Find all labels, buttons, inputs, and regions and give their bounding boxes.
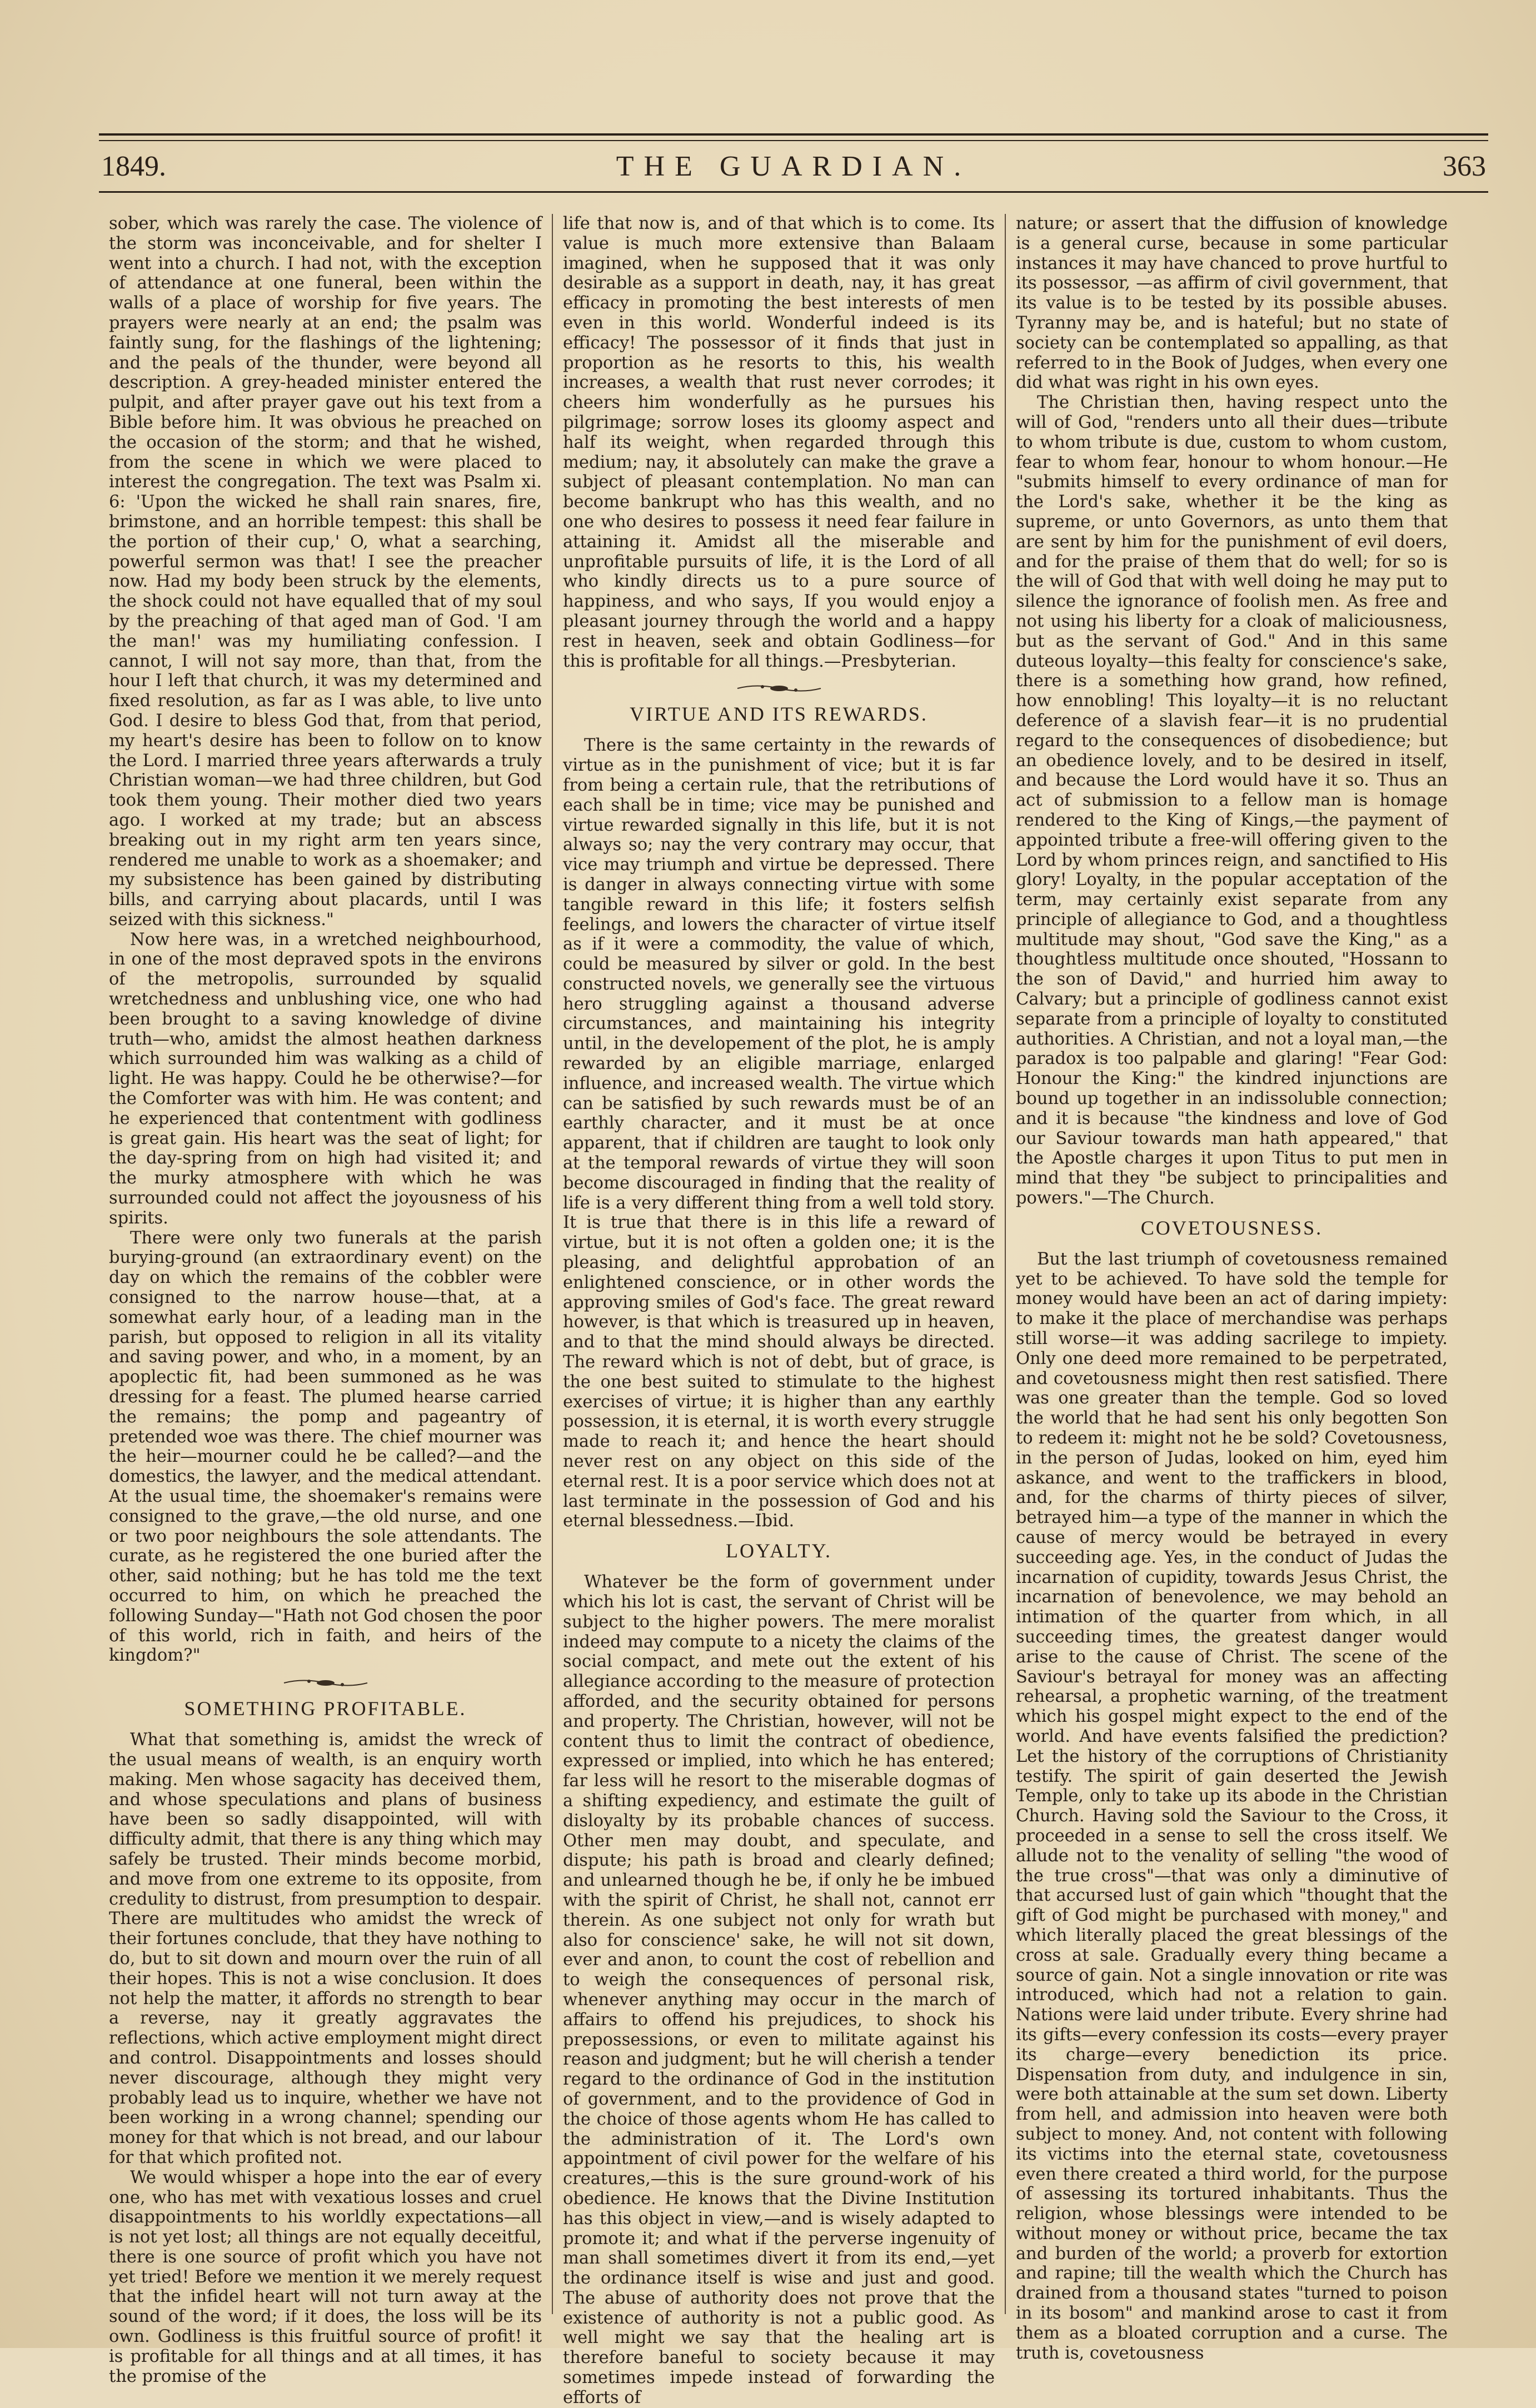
- article-paragraph: There is the same certainty in the rewards of virtue as in the punishment of vice; but it is far from being a certain rule, that the retributions of each shall be in time; vice may be punished and virtue rewarded signally in this life, but it is not always so; nay the very contrary may occur, that vice may triumph and virtue be depressed. There is danger in always connecting virtue with some tangible reward in this life; it fosters selfish feelings, and lowers the character of virtue itself as if it were a commodity, the value of which, could be measured by silver or gold. In the best constructed novels, we generally see the virtuous hero struggling against a thousand adverse circumstances, and maintaining his integrity until, in the developement of the plot, he is amply rewarded by an eligible marriage, enlarged influence, and increased wealth. The virtue which can be satisfied by such rewards must be of an earthly character, and it must be at once apparent, that if children are taught to look only at the temporal rewards of virtue they will soon become discouraged in finding that the reality of life is a very different thing from a well told story. It is true that there is in this life a reward of virtue, but it is not often a golden one; it is the pleasing, and delightful approbation of an enlightened conscience, or in other words the approving smiles of God's face. The great reward however, is that which is treasured up in heaven, and to that the mind should always be directed. The reward which is not of debt, but of grace, is the one best suited to stimulate to the highest exercises of virtue; it is higher than any earthly possession, it is eternal, it is worth every struggle made to reach it; and hence the heart should never rest on any object on this side of the eternal rest. It is a poor service which does not at last terminate in the possession of God and his eternal blessedness.—Ibid.: [563, 736, 995, 1531]
- article-paragraph: But the last triumph of covetousness remained yet to be achieved. To have sold the temple for money would have been an act of daring impiety: to make it the place of merchandise was perhaps still worse—it was adding sacrilege to impiety. Only one deed more remained to be perpetrated, and covetousness might then rest satisfied. There was one greater than the temple. God so loved the world that he had sent his only begotten Son to redeem it: might not he be sold? Covetousness, in the person of Judas, looked on him, eyed him askance, and went to the traffickers in blood, and, for the charms of thirty pieces of silver, betrayed him—a type of the manner in which the cause of mercy would be betrayed in every succeeding age. Yes, in the conduct of Judas the incarnation of cupidity, towards Jesus Christ, the incarnation of benevolence, we may behold an intimation of the quarter from which, in all succeeding times, the greatest danger would arise to the cause of Christ. The scene of the Saviour's betrayal for money was an affecting rehearsal, a prophetic warning, of the treatment which his gospel might expect to the end of the world. And have events falsified the prediction? Let the history of the corruptions of Christianity testify. The spirit of gain deserted the Jewish Temple, only to take up its abode in the Christian Church. Having sold the Saviour to the Cross, it proceeded in a sense to sell the cross itself. We allude not to the venality of selling "the wood of the true cross"—that was only a diminutive of that accursed lust of gain which "thought that the gift of God might be purchased with money," and which literally placed the great blessings of the cross at sale. Gradually every thing became a source of gain. Not a single innovation or rite was introduced, which had not a relation to gain. Nations were laid under tribute. Every shrine had its gifts—every confession its costs—every prayer its charge—every benediction its price. Dispensation from duty, and indulgence in sin, were both attainable at the sum set down. Liberty from hell, and admission into heaven were both subject to money. And, not content with following its victims into the eternal state, covetousness even there created a third world, for the purpose of assessing its tortured inhabitants. Thus the religion, whose blessings were intended to be without money or without price, became the tax and burden of the world; a proverb for extortion and rapine; till the wealth which the Church has drained from a thousand states "turned to poison in its bosom" and mankind arose to cast it from them as a bloated corruption and a curse. The truth is, covetousness: [1016, 1249, 1448, 2363]
- header-year: 1849.: [101, 151, 166, 182]
- article-paragraph: What that something is, amidst the wreck of the usual means of wealth, is an enquiry worth making. Men whose sagacity has deceived them, and whose speculations and plans of business have been so sadly disappointed, will with difficulty admit, that there is any thing which may safely be trusted. Their minds become morbid, and move from one extreme to its opposite, from credulity to distrust, from presumption to despair. There are multitudes who amidst the wreck of their fortunes conclude, that they have nothing to do, but to sit down and mourn over the ruin of all their hopes. This is not a wise conclusion. It does not help the matter, it affords no strength to bear a reverse, nay it greatly aggravates the reflections, which active employment might direct and control. Disappointments and losses should never discourage, although they might very probably lead us to inquire, whether we have not been working in a wrong channel; spending our money for that which is not bread, and our labour for that which profited not.: [109, 1730, 542, 2167]
- header-rule-top: [99, 133, 1488, 136]
- article-continuation: life that now is, and of that which is to come. Its value is much more extensive than Balaam imagined, when he supposed that it was only desirable as a support in death, nay, it has great efficacy in promoting the best interests of men even in this world. Wonderful indeed is its efficacy! The possessor of it finds that just in proportion as he resorts to this, his wealth increases, a wealth that rust never corrodes; it cheers him wonderfully as he pursues his pilgrimage; sorrow loses its gloomy aspect and half its weight, when regarded through this medium; nay, it absolutely can make the grave a subject of pleasant contemplation. No man can become bankrupt who has this wealth, and no one who desires to possess it need fear failure in attaining it. Amidst all the miserable and unprofitable pursuits of life, it is the Lord of all who kindly directs us to a pure source of happiness, and who says, If you would enjoy a pleasant journey through the world and a happy rest in heaven, seek and obtain Godliness—for this is profitable for all things.—Presbyterian.: [563, 214, 995, 671]
- heading-loyalty: LOYALTY.: [725, 1540, 832, 1562]
- article-paragraph: The Christian then, having respect unto the will of God, "renders unto all their dues—tribute to whom tribute is due, custom to whom custom, fear to whom fear, honour to whom honour.—He "submits himself to every ordinance of man for the Lord's sake, whether it be the king as supreme, or unto Governors, as unto them that are sent by him for the punishment of evil doers, and for the praise of them that do well; for so is the will of God that with well doing he may put to silence the ignorance of foolish men. As free and not using his liberty for a cloak of maliciousness, but as the servant of God." And in this same duteous loyalty—this fealty for conscience's sake, there is a something how grand, how refined, how ennobling! This loyalty—it is no reluctant deference of a slavish fear—it is no prudential regard to the consequences of disobedience; but an obedience lovely, and to be desired in itself, and because the Lord would have it so. Thus an act of submission to a fellow man is homage rendered to the King of Kings,—the payment of appointed tribute a free-will offering given to the Lord by whom princes reign, and sanctified to His glory! Loyalty, in the popular acceptation of the term, may certainly exist separate from any principle of allegiance to God, and a thoughtless multitude may shout, "God save the King," as a thoughtless multitude once shouted, "Hossann to the son of David," and hurried him away to Calvary; but a principle of godliness cannot exist separate from a principle of loyalty to constituted authorities. A Christian, and not a loyal man,—the paradox is too palpable and glaring! "Fear God: Honour the King:" the kindred injunctions are bound up together in an indissoluble connection; and it is because "the kindness and love of God our Saviour towards man hath appeared," that the Apostle charges it upon Titus to put men in mind that they "be subject to principalities and powers."—The Church.: [1016, 393, 1448, 1208]
- column-1: [99, 214, 552, 2386]
- newspaper-title: THE GUARDIAN.: [616, 151, 971, 182]
- column-3: [1005, 214, 1458, 2363]
- story-continuation: sober, which was rarely the case. The violence of the storm was inconceivable, and for shelter I went into a church. I had not, with the exception of attendance at one funeral, been within the walls of a place of worship for five years. The prayers were nearly at an end; the psalm was faintly sung, for the flashings of the lightening; and the peals of the thunder, were beyond all description. A grey-headed minister entered the pulpit, and after prayer gave out his text from a Bible before him. It was obvious he preached on the occasion of the storm; and that he wished, from the scene in which we were placed to interest the congregation. The text was Psalm xi. 6: 'Upon the wicked he shall rain snares, fire, brimstone, and an horrible tempest: this shall be the portion of their cup,' O, what a searching, powerful sermon was that! I see the preacher now. Had my body been struck by the elements, the shock could not have equalled that of my soul by the preaching of that aged man of God. 'I am the man!' was my humiliating confession. I cannot, I will not say more, than that, from the hour I left that church, it was my determined and fixed resolution, as far as I was able, to live unto God. I desire to bless God that, from that period, my heart's desire has been to follow on to know the Lord. I married three years afterwards a truly Christian woman—we had three children, but God took them young. Their mother died two years ago. I worked at my trade; but an abscess breaking out in my right arm ten years since, rendered me unable to work as a shoemaker; and my subsistence has been gained by distributing bills, and carrying about placards, until I was seized with this sickness.": [109, 214, 542, 930]
- article-paragraph: We would whisper a hope into the ear of every one, who has met with vexatious losses and cruel disappointments to his worldly expectations—all is not yet lost; all things are not equally deceitful, there is one source of profit which you have not yet tried! Before we mention it we merely request that the infidel heart will not turn away at the sound of the word; if it does, the loss will be its own. Godliness is this fruitful source of profit! it is profitable for all things and at all times, it has the promise of the: [109, 2167, 542, 2386]
- article-columns: [99, 214, 1488, 2407]
- header-rule-bottom: [99, 191, 1488, 193]
- page-number: 363: [1443, 151, 1486, 182]
- column-2: [552, 214, 1005, 2407]
- article-continuation: nature; or assert that the diffusion of knowledge is a general curse, because in some particular instances it may have chanced to prove hurtful to its possessor, —as affirm of civil government, that its value is to be tested by its possible abuses. Tyranny may be, and is hateful; but no state of society can be contemplated so appalling, as that referred to in the Book of Judges, when every one did what was right in his own eyes.: [1016, 214, 1448, 393]
- ornament-divider-icon: [281, 1677, 370, 1689]
- story-paragraph: Now here was, in a wretched neighbourhood, in one of the most depraved spots in the environs of the metropolis, surrounded by squalid wretchedness and unblushing vice, one who had been brought to a saving knowledge of divine truth—who, amidst the almost heathen darkness which surrounded him was walking as a child of light. He was happy. Could he be otherwise?—for the Comforter was with him. He was content; and he experienced that contentment with godliness is great gain. His heart was the seat of light; for the day-spring from on high had visited it; and the murky atmosphere with which he was surrounded could not affect the joyousness of his spirits.: [109, 930, 542, 1228]
- heading-something-profitable: SOMETHING PROFITABLE.: [184, 1697, 467, 1720]
- header-rule-top-thin: [99, 140, 1488, 141]
- heading-virtue-and-its-rewards: VIRTUE AND ITS REWARDS.: [630, 703, 928, 726]
- story-paragraph: There were only two funerals at the parish burying-ground (an extraordinary event) on the day on which the remains of the cobbler were consigned to the narrow house—that, at a somewhat early hour, of a leading man in the parish, but opposed to religion in all its vitality and saving power, and who, in a moment, by an apoplectic fit, had been summoned as he was dressing for a feast. The plumed hearse carried the remains; the pomp and pageantry of pretended woe was there. The chief mourner was the heir—mourner could he be called?—and the domestics, the lawyer, and the medical attendant. At the usual time, the shoemaker's remains were consigned to the grave,—the old nurse, and one or two poor neighbours the sole attendants. The curate, as he registered the one buried after the other, said nothing; but he has told me the text occurred to him, on which he preached the following Sunday—"Hath not God chosen the poor of this world, rich in faith, and heirs of the kingdom?": [109, 1228, 542, 1666]
- ornament-divider-icon: [735, 682, 824, 695]
- page-header: [99, 133, 1488, 194]
- heading-covetousness: COVETOUSNESS.: [1140, 1216, 1323, 1239]
- article-paragraph: Whatever be the form of government under which his lot is cast, the servant of Christ will be subject to the higher powers. The mere moralist indeed may compute to a nicety the claims of the social compact, and mete out the extent of his allegiance according to the measure of protection afforded, and the security obtained for persons and property. The Christian, however, will not be content thus to limit the contract of obedience, expressed or implied, into which he has entered; far less will he resort to the miserable dogmas of a shifting expediency, and estimate the guilt of disloyalty by its probable chances of success. Other men may doubt, and speculate, and dispute; his path is broad and clearly defined; and unlearned though he be, if only he be imbued with the spirit of Christ, he shall not, cannot err therein. As one subject not only for wrath but also for conscience' sake, he will not sit down, ever and anon, to count the cost of rebellion and to weigh the consequences of personal risk, whenever anything may occur in the march of affairs to offend his prejudices, to shock his prepossessions, or even to militate against his reason and judgment; but he will cherish a tender regard to the ordinance of God in the institution of government, and to the providence of God in the choice of those agents whom He has called to the administration of it. The Lord's own appointment of civil power for the welfare of his creatures,—this is the sure ground-work of his obedience. He knows that the Divine Institution has this object in view,—and is wisely adapted to promote it; and what if the perverse ingenuity of man shall sometimes divert it from its end,—yet the ordinance itself is wise and just and good. The abuse of authority does not prove that the existence of authority is not a public good. As well might we say that the healing art is therefore baneful to society because it may sometimes impede instead of forwarding the efforts of: [563, 1572, 995, 2407]
